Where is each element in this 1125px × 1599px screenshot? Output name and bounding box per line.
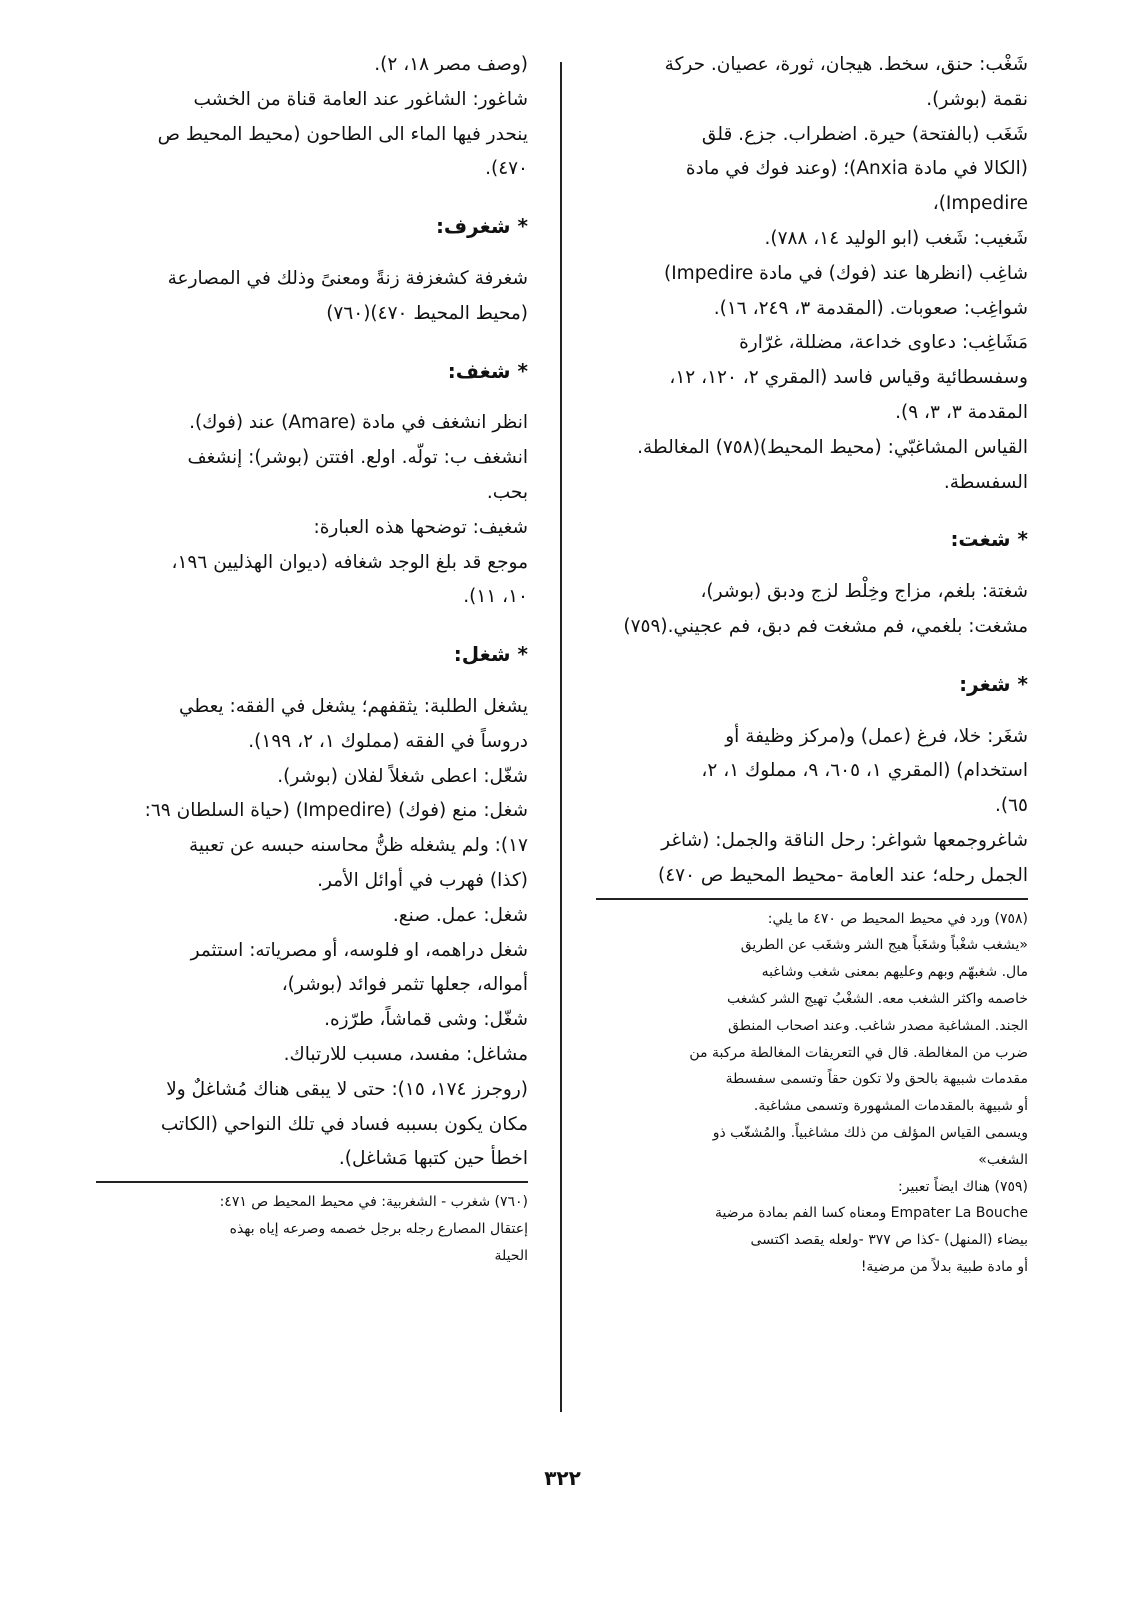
entry-line: شغرفة كشغزفة زنةً ومعنىً وذلك في المصارعة <box>167 267 528 289</box>
section-body <box>96 690 528 1177</box>
footnote-line: ويسمى القياس المؤلف من ذلك مشاغبياً. والمُشغّب ذو <box>712 1124 1028 1141</box>
entry-line: ١٠، ١١). <box>463 586 528 608</box>
entry-line: شغيف: توضحها هذه العبارة: <box>313 516 528 538</box>
entry-line: (وصف مصر ١٨، ٢). <box>374 54 528 75</box>
section-body <box>596 720 1028 894</box>
entry-line: (كذا) فهرب في أوائل الأمر. <box>317 869 528 891</box>
entry-line: شغّل: وشى قماشاً، طرّزه. <box>324 1009 528 1031</box>
footnote-line: الشغب» <box>978 1151 1028 1168</box>
entry-line: شَغْب: حنق، سخط. هيجان، ثورة، عصيان. حركة <box>664 54 1028 75</box>
entry-line: ينحدر فيها الماء الى الطاحون (محيط المحيط ص <box>157 123 528 145</box>
entry-line: نقمة (بوشر). <box>926 88 1028 110</box>
footnote-line: أو شبيهة بالمقدمات المشهورة وتسمى مشاغبة. <box>753 1098 1028 1115</box>
footnote-line: أو مادة طبية بدلاً من مرضية! <box>860 1258 1028 1275</box>
entry-line: Impedire)، <box>932 193 1028 215</box>
section-heading: * شغف: <box>447 358 528 383</box>
entry-line: شغل: منع (فوك) (Impedire) (حياة السلطان ٦٩: <box>144 800 528 822</box>
section-body <box>596 575 1028 645</box>
footnote-line: مقدمات شبيهة بالحق ولا تكون حقاً وتسمى سفسطة <box>725 1071 1028 1088</box>
entry-line: شَغَب (بالفتحة) حيرة. اضطراب. جزع. قلق <box>701 123 1028 145</box>
entry-line: الجمل رحله؛ عند العامة -محيط المحيط ص ٤٧٠) <box>657 864 1028 886</box>
entry-line: ٦٥). <box>995 795 1028 817</box>
entry-line: أمواله، جعلها تثمر فوائد (بوشر)، <box>281 974 528 996</box>
footnote-line: إعتقال المصارع رجله برجل خصمه وصرعه إياه بهذه <box>229 1220 528 1237</box>
entry-line: بحب. <box>486 481 528 503</box>
entry-line: القياس المشاغبّي: (محيط المحيط)(٧٥٨) المغالطة. <box>637 436 1028 458</box>
section-heading: * شغت: <box>950 527 1028 552</box>
entry-line: شغل: عمل. صنع. <box>392 904 528 926</box>
footnotes <box>596 906 1028 1281</box>
entry-line: وسفسطائية وقياس فاسد (المقري ٢، ١٢٠، ١٢، <box>669 367 1028 389</box>
intro-entries <box>596 48 1028 500</box>
section-heading: * شغر: <box>959 671 1028 696</box>
entry-line: شاغروجمعها شواغر: رحل الناقة والجمل: (شاغر <box>661 829 1028 851</box>
footnote-rule <box>96 1181 528 1183</box>
section-heading: * شغل: <box>453 642 528 667</box>
column-divider <box>560 62 562 1412</box>
footnote-line: ضرب من المغالطة. قال في التعريفات المغالطة مركبة من <box>689 1044 1028 1061</box>
entry-line: ٤٧٠). <box>485 158 528 180</box>
intro-entries <box>96 48 528 187</box>
entry-line: شغَر: خلا، فرغ (عمل) و(مركز وظيفة أو <box>725 725 1028 747</box>
entry-line: السفسطة. <box>943 471 1028 493</box>
footnote-line: Empater La Bouche ومعناه كسا الفم بمادة مرضية <box>714 1205 1028 1222</box>
entry-line: شواغِب: صعوبات. (المقدمة ٣، ٢٤٩، ١٦). <box>713 297 1028 319</box>
page-number: ٣٢٢ <box>544 1466 581 1490</box>
section-body <box>96 406 528 615</box>
entry-line: شَغيب: شَغب (ابو الوليد ١٤، ٧٨٨). <box>764 227 1028 249</box>
footnote-line: «يشغب شغْباً وشغَباً هيج الشر وشغَب عن الطريق <box>740 937 1028 954</box>
entry-line: شغل دراهمه، او فلوسه، أو مصرياته: استثمر <box>190 939 528 961</box>
footnote-rule <box>596 898 1028 900</box>
footnote-line: مال. شغبهّم وبهم وعليهم بمعنى شغب وشاغبه <box>761 964 1028 981</box>
entry-line: مَشَاغِب: دعاوى خداعة، مضللة، غرّارة <box>739 332 1028 354</box>
entry-line: يشغل الطلبة: يثقفهم؛ يشغل في الفقه: يعطي <box>178 695 528 717</box>
footnote-line: الحيلة <box>494 1247 528 1264</box>
entry-line: (محيط المحيط ٤٧٠)(٧٦٠) <box>326 302 528 324</box>
footnote-line: (٧٥٨) ورد في محيط المحيط ص ٤٧٠ ما يلي: <box>767 910 1028 927</box>
footnote-line: (٧٦٠) شغرب - الشغربية: في محيط المحيط ص ٤٧١: <box>219 1194 528 1211</box>
entry-line: استخدام) (المقري ١، ٦٠٥، ٩، مملوك ١، ٢، <box>701 760 1028 782</box>
footnote-line: بيضاء (المنهل) -كذا ص ٣٧٧ -ولعله يقصد اكتسى <box>750 1232 1028 1249</box>
footnote-line: خاصمه واكثر الشغب معه. الشغْبُ تهيج الشر كشغب <box>727 990 1028 1007</box>
entry-line: انظر انشغف في مادة (Amare) عند (فوك). <box>189 412 528 434</box>
footnote-line: (٧٥٩) هناك ايضاً تعبير: <box>898 1178 1028 1195</box>
entry-line: ١٧): ولم يشغله ظنُّ محاسنه حبسه عن تعبية <box>188 835 528 857</box>
entry-line: (روجرز ١٧٤، ١٥): حتى لا يبقى هناك مُشاغلٌ ولا <box>166 1078 528 1100</box>
entry-line: شاغِب (انظرها عند (فوك) في مادة Impedire) <box>664 262 1028 284</box>
entry-line: المقدمة ٣، ٣، ٩). <box>895 401 1028 423</box>
entry-line: اخطأ حين كتبها مَشاغل). <box>338 1148 528 1170</box>
entry-line: مكان يكون بسببه فساد في تلك النواحي (الكاتب <box>160 1113 528 1135</box>
footnote-line: الجند. المشاغبة مصدر شاغب. وعند اصحاب المنطق <box>728 1017 1028 1034</box>
right-column <box>596 48 1028 1281</box>
left-column <box>96 48 528 1270</box>
entry-line: انشغف ب: تولّه. اولع. افتتن (بوشر): إنشغف <box>187 447 528 469</box>
entry-line: مشاغل: مفسد، مسبب للارتباك. <box>283 1043 528 1065</box>
entry-line: شاغور: الشاغور عند العامة قناة من الخشب <box>193 88 528 110</box>
section-heading: * شغرف: <box>435 214 528 239</box>
footnotes <box>96 1189 528 1269</box>
entry-line: مشغت: بلغمي، فم مشغت فم دبق، فم عجيني.(٧٥٩) <box>623 615 1028 637</box>
section-body <box>96 262 528 332</box>
entry-line: (الكالا في مادة Anxia)؛ (وعند فوك في مادة <box>685 158 1028 180</box>
entry-line: شغتة: بلغم، مزاج وخِلْط لزج ودبق (بوشر)، <box>700 581 1028 603</box>
entry-line: شغّل: اعطى شغلاً لفلان (بوشر). <box>277 765 528 787</box>
entry-line: دروساً في الفقه (مملوك ١، ٢، ١٩٩). <box>248 730 528 752</box>
entry-line: موجع قد بلغ الوجد شغافه (ديوان الهذليين ١٩٦، <box>171 551 528 573</box>
